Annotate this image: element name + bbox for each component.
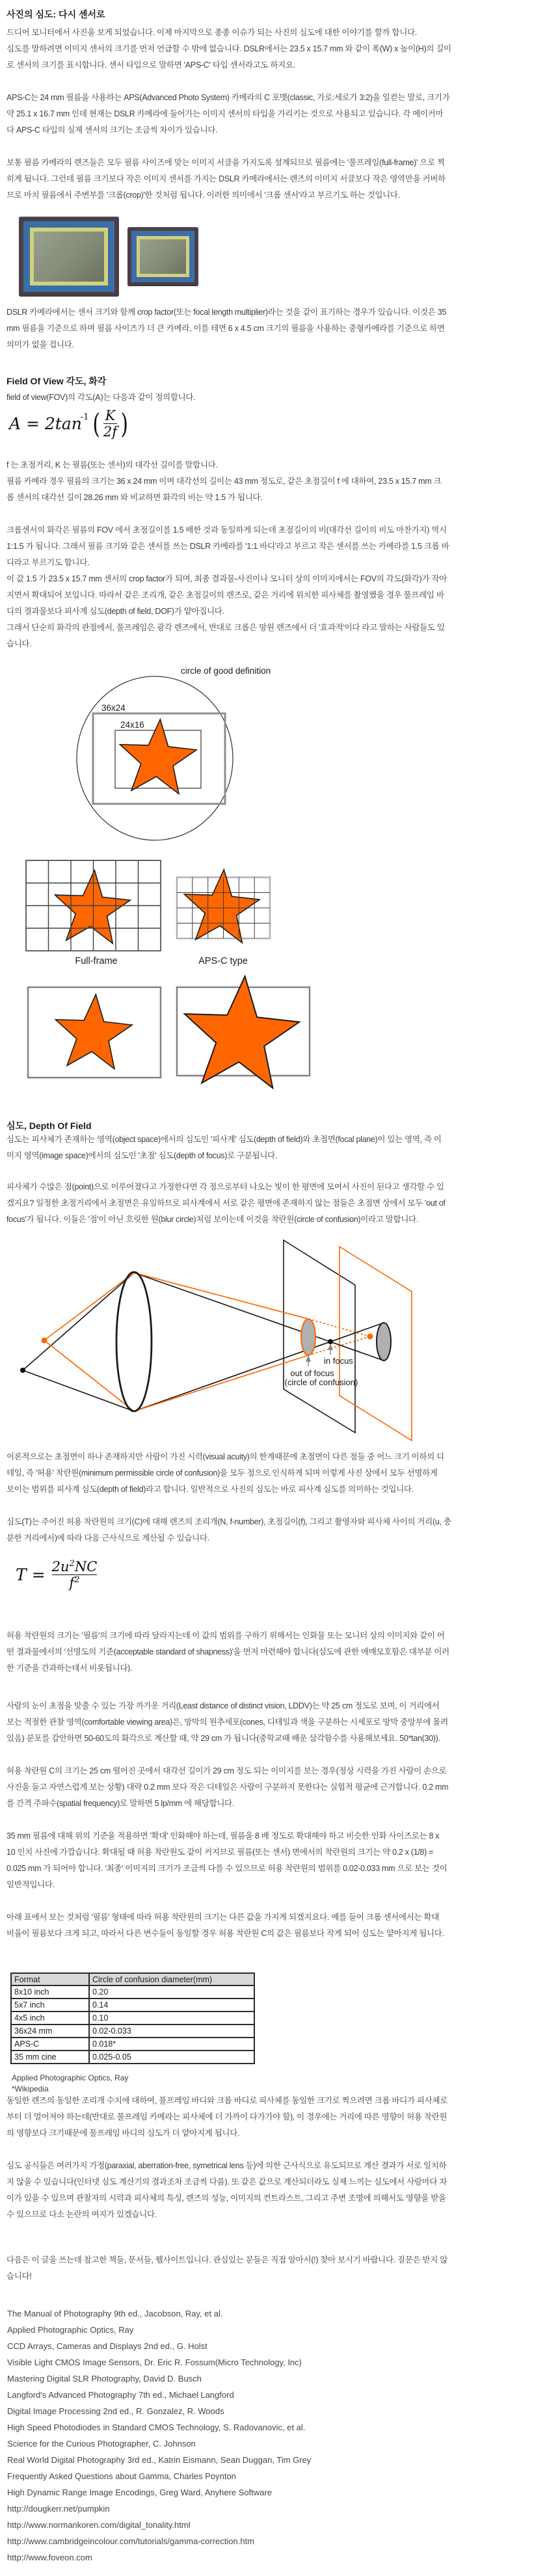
out-of-focus-label-2: (circle of confusion) — [284, 1377, 358, 1387]
text-line: 1:1.5 가 됩니다. 그래서 필름 크기와 같은 센서를 쓰는 DSLR 카메라를 '1:1 바디'라고 부르고 작은 센서를 쓰는 카메라를 1.5 크롭 바 — [7, 542, 449, 551]
section-heading-dof: 심도, Depth Of Field — [7, 1121, 92, 1131]
paragraph-cropfactor — [7, 304, 556, 353]
paragraph-crop-fov — [7, 522, 556, 652]
text-line: 보이는 범위를 피사계 심도(depth of field)라고 합니다. 일반적으로 사진의 심도는 바로 피사계 심도를 의미하는 것입니다. — [7, 1485, 414, 1494]
table-row — [11, 2025, 254, 2038]
text-line: 의미가 없을 겁니다. — [7, 340, 74, 349]
equals-sign: = — [31, 1565, 46, 1585]
table-cell: 8x10 inch — [11, 1985, 89, 1998]
text-line: 보통 필름 카메라의 렌즈들은 모두 필름 사이즈에 맞는 이미지 서클을 가지도록 설계되므로 필름에는 '풀프레임(full-frame)' 으로 찍 — [7, 158, 445, 167]
table-cell: 0.025-0.05 — [89, 2051, 254, 2064]
text-line: 드디어 모니터에서 사진을 보게 되었습니다. 이제 마지막으로 종종 이슈가 되는 사진의 심도에 대한 이야기를 할까 합니다. — [7, 28, 417, 37]
out-of-focus-label: out of focus — [290, 1368, 334, 1378]
table-cell: 4x5 inch — [11, 2012, 89, 2025]
table-row — [11, 2038, 254, 2051]
formula-lhs: A = 2tan — [9, 414, 82, 434]
paragraph-fullframe-crop — [7, 155, 556, 204]
text-line: focus'가 됩니다. 이들은 '점'이 아닌 흐릿한 원(blur circle)처럼 보이는데 이것을 착란원(circle of confusion)이라고 말합니다. — [7, 1215, 419, 1224]
text-line: 다음은 이 글을 쓰는데 참고한 책들, 문서들, 웹사이트입니다. 관심있는 분들은 직접 알아서(!) 찾아 보시기 바랍니다. 질문은 받지 않 — [7, 2255, 448, 2264]
fraction — [103, 408, 117, 439]
table-row — [11, 1998, 254, 2012]
text-line: Applied Photographic Optics, Ray — [7, 2325, 134, 2335]
orange-focus-point — [367, 1334, 373, 1340]
denominator: 2f — [103, 424, 118, 440]
circle-of-confusion — [301, 1319, 315, 1355]
paragraph-35mm-enlarge — [7, 1828, 556, 1893]
text-line: 0.025 mm 가 되어야 합니다. '최종' 이미지의 크기가 조금씩 다를 수 있으므로 허용 착란원의 범위를 0.02-0.033 mm 으로 보는 것이 — [7, 1864, 447, 1873]
paragraph-dof-formula-intro — [7, 1514, 556, 1547]
table-header-cell: Circle of confusion diameter(mm) — [89, 1973, 254, 1985]
text-line: Science for the Curious Photographer, C. Johnson — [7, 2439, 196, 2449]
text-line: 지 않을 수 있습니다(인터넷 심도 계산기의 결과조차 조금씩 다름). 또 같은 값으로 계산되더라도 실제 느끼는 심도에서 사람마다 차 — [7, 2177, 447, 2186]
paragraph-blur-circle — [7, 1179, 556, 1228]
text-line: 심도는 피사체가 존재하는 영역(object space)에서의 심도인 '피사계' 심도(depth of field)와 초점면(focal plane)이 있는 영역, 즉 이 — [7, 1135, 442, 1144]
paragraph-fov-intro — [7, 390, 556, 406]
sensor-gold-ring — [30, 228, 108, 285]
in-focus-point — [328, 1339, 333, 1344]
coc-table — [10, 1972, 255, 2064]
denominator: $f^2$ — [69, 1575, 80, 1591]
formula-lhs: T — [16, 1565, 27, 1585]
text-line: http://www.foveon.com — [7, 2553, 92, 2562]
text-line: 피사체가 수많은 점(point)으로 이루어졌다고 가정한다면 각 점으로부터 나오는 빛이 한 평면에 모여서 사진이 된다고 생각할 수 있 — [7, 1182, 444, 1191]
star-icon-magnified — [185, 976, 299, 1088]
paragraph-coc-size — [7, 1763, 556, 1812]
sensor-blue-ring — [131, 231, 194, 282]
formula-depth-of-field — [16, 1560, 98, 1590]
text-line: APS-C는 24 mm 필름을 사용하는 APS(Advanced Photo System) 카메라의 C 포맷(classic, 가로:세로가 3:2)을 일컫는 말로, 크기가 — [7, 93, 450, 102]
text-line: 한 기준을 간과하는데서 비롯됩니다). — [7, 1664, 133, 1673]
table-cell: 0.02-0.033 — [89, 2025, 254, 2038]
figure-lens-diagram — [16, 1232, 433, 1454]
table-header-cell: Format — [11, 1973, 89, 1985]
paragraph-intro — [7, 25, 556, 73]
table-cell: 0.20 — [89, 1985, 254, 1998]
table-caption-wikipedia: *Wikipedia — [12, 2084, 49, 2093]
page-title: 사진의 심도: 다시 센서로 — [7, 9, 105, 20]
text-line: 비율이 필름보다 크게 되고, 따라서 다른 변수들이 동일할 경우 허용 착란원 C의 값은 필름보다 작게 되어 심도는 얕아지게 됩니다. — [7, 1929, 444, 1938]
text-line: http://www.cambridgeincolour.com/tutorials/gamma-correction.htm — [7, 2536, 255, 2546]
text-line: 보는 적절한 관찰 영역(comfortable viewing area)은, 망막의 원추세포(cones, 디테일과 색을 구분하는 시세포로 망막 중앙부에 몰려 — [7, 1718, 448, 1727]
fullframe-grid-lines — [26, 860, 161, 951]
text-line: 테일, 즉 '허용' 착란원(minimum permissible circle of confusion)을 모두 점으로 인식하게 되며 이렇게 사진 상에서 모두 선명하게 — [7, 1468, 438, 1478]
table-row — [11, 2012, 254, 2025]
paragraph-lddv — [7, 1698, 556, 1747]
sensor-blue-ring — [23, 221, 114, 292]
text-line: 필름 카메라 경우 필름의 크기는 36 x 24 mm 이며 대각선의 길이는 43 mm 정도로, 같은 초점길이 f 에 대하여, 23.5 x 15.7 mm 크 — [7, 477, 442, 486]
orange-rays — [44, 1273, 370, 1411]
fullframe-label: Full-frame — [75, 956, 118, 966]
apsc-rect-label: 24x16 — [120, 720, 144, 730]
text-line: 의 영향보다 크기때문에 풀프레임 바디의 심도가 더 얕아지게 됩니다. — [7, 2129, 240, 2138]
section-heading-fov: Field Of View 각도, 화각 — [7, 376, 107, 386]
paragraph-sharpness-standard — [7, 1628, 556, 1677]
text-line: 일반적입니다. — [7, 1880, 55, 1889]
object-point-black — [20, 1368, 25, 1373]
text-line: 허용 착란원 C의 크기는 25 cm 떨어진 곳에서 대각선 길이가 29 cm 정도 되는 이미지를 보는 경우(정상 시력을 가진 사람이 손으로 — [7, 1766, 447, 1775]
apsc-label: APS-C type — [198, 956, 248, 966]
text-line: 심도(T)는 주어진 허용 착란원의 크기(C)에 대해 렌즈의 조리개(N, f-number), 초점길이(f), 그리고 촬영자와 피사체 사이의 거리(u, 충 — [7, 1517, 451, 1526]
text-line: 떤 결과물에서의 '선명도의 기준(acceptable standard of shapness)'을 먼저 마련해야 합니다(심도에 관한 애매모호함은 대부분 이러 — [7, 1647, 449, 1656]
text-line: field of view(FOV)의 각도(A)는 다음과 같이 정의합니다. — [7, 393, 196, 402]
star-icon — [185, 870, 260, 943]
in-focus-label: in focus — [324, 1356, 353, 1366]
text-line: 히게 됩니다. 그런데 필름 크기보다 작은 이미지 센서를 가지는 DSLR 카메라에서는 렌즈의 이미지 서클보다 작은 영역만을 커버하 — [7, 174, 446, 183]
table-row — [11, 1985, 254, 1998]
figure-title: circle of good definition — [181, 666, 271, 676]
paragraph-distance-effect — [7, 2093, 556, 2142]
text-line: 미지 영역(image space)에서의 심도인 '초점' 심도(depth of focus)로 구분됩니다. — [7, 1151, 278, 1160]
text-line: Langford's Advanced Photography 7th ed., Michael Langford — [7, 2390, 234, 2400]
paragraph-dof-def — [7, 1132, 556, 1164]
object-point-orange — [42, 1338, 47, 1344]
table-cell: 0.14 — [89, 1998, 254, 2012]
text-line: Mastering Digital SLR Photography, David D. Busch — [7, 2374, 202, 2383]
numerator: K — [105, 408, 116, 423]
text-line: Digital Image Processing 2nd ed., R. Gonzalez, R. Woods — [7, 2406, 224, 2416]
text-line: The Manual of Photography 9th ed., Jacobson, Ray, et al. — [7, 2309, 223, 2318]
table-cell: 0.10 — [89, 2012, 254, 2025]
table-cell: 5x7 inch — [11, 1998, 89, 2012]
star-icon — [56, 994, 133, 1069]
sensor-active-area — [140, 239, 186, 274]
text-line: 다 APS-C 타입의 실제 센서의 크기는 조금씩 차이가 있습니다. — [7, 126, 218, 135]
sensor-photo-large — [19, 217, 119, 297]
sensor-active-area — [34, 232, 104, 282]
text-line: 이론적으로는 초점면이 하나 존재하지만 사람이 가진 시력(visual acuity)의 한계때문에 초점면이 다른 점들 중 어느 크기 이하의 디 — [7, 1452, 444, 1461]
paragraph-permissible-coc — [7, 1449, 556, 1498]
text-line: 사진을 들고 자연스럽게 보는 상황) 대략 0.2 mm 보다 작은 디테일은 사람이 구분하지 못한다는 실험적 평균에 근거합니다. 0.2 mm — [7, 1783, 449, 1792]
text-line: Real World Digital Photography 3rd ed., Katrin Eismann, Sean Duggan, Tim Grey — [7, 2455, 312, 2465]
text-line: 사람의 눈이 초점을 맞출 수 있는 가장 까가운 거리(Least distance of distinct vision, LDDV)는 약 25 cm 정도로 보며, 이 거리에서 — [7, 1701, 440, 1710]
text-line: 그래서 단순히 화각의 관점에서, 풀프레임은 광각 렌즈에서, 반대로 크롭은 망원 렌즈에서 더 '효과적'이다 라고 말하는 사람들도 있 — [7, 623, 445, 632]
fullframe-rect-label: 36x24 — [101, 703, 126, 713]
table-cell: 36x24 mm — [11, 2025, 89, 2038]
text-line: 허용 착란원의 크기는 '필름'의 크기에 따라 달라지는데 이 값의 범위를 구하기 위해서는 인화물 또는 모니터 상의 이미지와 같이 어 — [7, 1631, 445, 1640]
text-line: 습니다! — [7, 2272, 32, 2281]
text-line: http://dougkerr.net/pumpkin — [7, 2504, 110, 2514]
paragraph-formula-caveats — [7, 2158, 556, 2223]
text-line: 이 값 1.5 가 23.5 x 15.7 mm 센서의 crop factor가 되며, 최종 결과물-사진이나 모니터 상의 이미지에서는 FOV의 각도(화각)가 작아 — [7, 574, 447, 583]
text-line: High Dynamic Range Image Encodings, Greg Ward, Anyhere Software — [7, 2488, 273, 2497]
paragraph-diagonal — [7, 457, 556, 506]
text-line: 약 25.1 x 16.7 mm 인데 현재는 DSLR 카메라에 들어가는 이미지 센서의 타입을 가리키는 것으로 사용되고 있습니다. 각 메이커마 — [7, 109, 444, 118]
text-line: 디의 결과물보다 피사계 심도(depth of field, DOF)가 얕아집니다. — [7, 607, 224, 616]
table-row — [11, 2051, 254, 2064]
formula-exponent: -1 — [80, 412, 89, 423]
text-line: Visible Light CMOS Image Sensors, Dr. Eric R. Fossum(Micro Technology, Inc) — [7, 2357, 302, 2367]
sensor-gold-ring — [137, 236, 189, 277]
text-line: 심도를 말하려면 이미지 센서의 크기를 먼저 언급할 수 밖에 없습니다. DSLR에서는 23.5 x 15.7 mm 와 같이 폭(W) x 높이(H)의 길이 — [7, 44, 451, 53]
lens-icon — [116, 1272, 152, 1411]
text-line: 크롭센서의 화각은 필름의 FOV 에서 초점길이를 1.5 배한 것과 동일하게 되는데 초점길이의 비(대각선 길이의 비도 마찬가지) 역시 — [7, 525, 447, 535]
sensor-photo-small — [127, 227, 198, 286]
open-paren: ( — [92, 407, 100, 440]
star-icon — [55, 870, 131, 944]
text-line: 아래 표에서 보는 것처럼 '필름' 형태에 따라 허용 착란원의 크기는 다른 값을 가지게 되겠지요다. 예를 들어 크롭 센서에서는 확대 — [7, 1913, 439, 1922]
text-line: High Speed Photodiodes in Standard CMOS Technology, S. Radovanovic, et al. — [7, 2423, 306, 2432]
figure-circle-of-good-definition — [65, 662, 280, 851]
text-line: 35 mm 필름에 대해 위의 기준을 적용하면 '확대' 인화해야 하는데, 필름을 8 배 정도로 확대해야 하고 비슷한 인화 사이즈로는 8 x — [7, 1831, 440, 1840]
text-line: 있음) 분포를 감안하면 50-60도의 화각으로 계산할 때, 약 29 cm 가 됩니다(중학교때 배운 삼각함수를 사용해보세요. 50*tan(30)). — [7, 1734, 440, 1743]
fraction — [52, 1560, 98, 1590]
text-line: 므로 마치 필름에서 주변부를 '크롭(crop)'한 것처럼 됩니다. 이러한 의미에서 '크롭 센서'라고 부르기도 하는 것입니다. — [7, 191, 400, 200]
paragraph-table-intro — [7, 1909, 556, 1942]
formula-field-of-view — [9, 408, 130, 439]
table-caption: Applied Photographic Optics, Ray — [12, 2073, 129, 2082]
circle-of-confusion-right — [377, 1323, 391, 1361]
text-line: 심도 공식들은 여러가지 가정(paraxial, aberration-free, symetrical lens 등)에 의한 근사식으로 유도되므로 계산 결과가 서로 일치하 — [7, 2161, 447, 2170]
numerator: $2u^2NC$ — [51, 1559, 98, 1574]
text-line: mm 필름을 기준으로 하며 필름 사이즈가 더 큰 카메라, 이를 테면 6 x 4.5 cm 크기의 필름을 사용하는 중형카메라를 기준으로 하면 — [7, 324, 445, 333]
text-line: 습니다. — [7, 639, 32, 648]
text-line: 롭 센서의 대각선 길이 28.26 mm 와 비교하면 화각의 비는 약 1.5 가 됩니다. — [7, 493, 263, 502]
table-cell: 35 mm cine — [11, 2051, 89, 2064]
apsc-grid-lines — [177, 877, 270, 938]
paragraph-apsc — [7, 90, 556, 139]
focal-plane-orange — [340, 1247, 412, 1441]
text-line: 이가 있을 수 있으며 관찰자의 시력과 피사체의 특성, 렌즈의 성능, 이미지의 컨트라스트, 그리고 주변 조명에 의해서도 영향을 받을 — [7, 2194, 446, 2203]
table-cell: 0.018* — [89, 2038, 254, 2051]
close-paren: ) — [120, 407, 128, 440]
text-line: f 는 초점거리, K 는 필름(또는 센서)의 대각선 길이를 말합니다. — [7, 460, 218, 470]
references-list — [7, 2305, 557, 2566]
text-line: 를 간격 주파수(spatial frequency)로 말하면 5 lp/mm 에 해당합니다. — [7, 1799, 235, 1808]
text-line: Frequently Asked Questions about Gamma, Charles Poynton — [7, 2471, 236, 2481]
text-line: 10 인치 사진에 가깝습니다. 확대될 때 허용 착란원도 같이 커지므로 필름(또는 센서) 면에서의 착란원의 크기는 약 0.2 x (1/8) = — [7, 1848, 434, 1857]
text-line: 분한 거리에서)에 따라 다음 근사식으로 계산될 수 있습니다. — [7, 1534, 209, 1543]
text-line: 로 센서의 크기를 표시합니다. 센서 타입으로 말하면 'APS-C' 타입 센서라고도 하지요. — [7, 60, 295, 70]
text-line: 겠지요? 일정한 초점거리에서 초점면은 유일하므로 피사계에서 서로 같은 평면에 존재하지 않는 점들은 초점면 상에서 모두 'out of — [7, 1199, 446, 1208]
text-line: 수 있으므로 다소 논란의 여지가 있겠습니다. — [7, 2210, 157, 2219]
text-line: 디라고 부르기도 합니다. — [7, 558, 90, 567]
text-line: 지면서 확대되어 보입니다. 따라서 같은 조리개, 같은 초점길이의 렌즈로, 같은 거리에 위치한 피사체를 촬영했을 경우 풀프레임 바 — [7, 591, 444, 600]
table-cell: APS-C — [11, 2038, 89, 2051]
text-line: 동일한 렌즈의 동일한 조리개 수치에 대하여, 풀프레임 바디와 크롭 바디로 피사체를 동일한 크기로 찍으려면 크롭 바디가 피사체로 — [7, 2096, 448, 2105]
figure-fullframe-vs-apsc — [20, 858, 313, 1099]
text-line: DSLR 카메라에서는 센서 크기와 함께 crop factor(또는 focal length multiplier)라는 것을 같이 표기하는 경우가 있습니다. 이것은 35 — [7, 308, 446, 317]
text-line: 부터 더 멀어져야 하는데(반대로 풀프레임 카메라는 피사체에 더 가까이 다가가야 함), 이 경우에는 거리에 따른 영향이 허용 착란원 — [7, 2112, 447, 2121]
paragraph-references-intro — [7, 2252, 556, 2285]
text-line: CCD Arrays, Cameras and Displays 2nd ed., G. Holst — [7, 2341, 207, 2351]
text-line: http://www.normankoren.com/digital_tonality.html — [7, 2520, 191, 2530]
